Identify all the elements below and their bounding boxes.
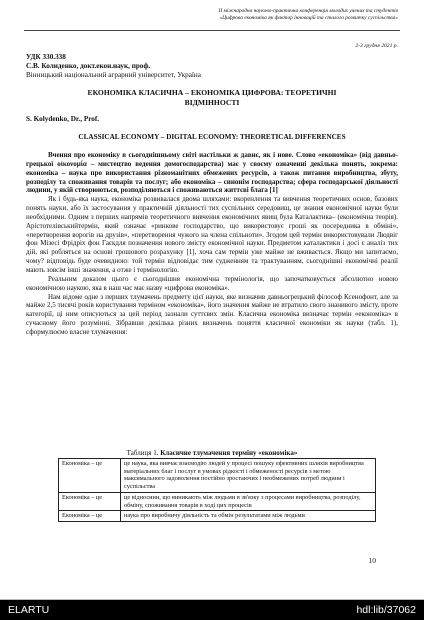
body-paragraph-2: Реальним доказом цього є сьогоднішня економічна термінологія, що започатковується абсолютно новою економічною наукою, яка в наш час має назву «цифрова економіка». — [26, 274, 398, 292]
table-cell-definition: це наука, яка вивчає взаємодію людей у процесі пошуку ефективних шляхів виробництва матеріальних благ і послуг в умовах рідкості і обмеженості ресурсів з метою максимального задоволення постійно зростаючих і необмежених потреб людини і суспільства — [121, 459, 376, 493]
header-line-2: «Цифрова економіка як фактор інновацій та сталого розвитку суспільства» — [219, 15, 398, 21]
table-row — [59, 459, 376, 493]
handle-identifier: hdl:lib/37062 — [356, 604, 416, 616]
title-ua — [26, 88, 398, 107]
table-cell-definition: це відносини, що виникають між людьми в зв'язку з процесами виробництва, розподілу, обміну, споживання товарів в ході цих процесів — [121, 492, 376, 510]
repository-footer-bar — [0, 600, 424, 620]
table-cell-definition: наука про виробничу діяльність та обмін результатами між людьми — [121, 511, 376, 522]
table-caption-prefix: Таблиця 1. — [126, 449, 159, 457]
author-ua: С.В. Колиденко, докт.екон.наук, проф. — [26, 62, 151, 70]
header-divider — [24, 30, 400, 31]
udc-code: УДК 330.338 — [26, 53, 66, 61]
affiliation: Вінницький національний аграрний університет, Україна — [26, 71, 201, 79]
title-ua-line-2: ВІДМІННОСТІ — [184, 97, 240, 107]
article-body — [26, 151, 398, 337]
table-row — [59, 492, 376, 510]
author-en: S. Kolydenko, Dr., Prof. — [26, 115, 100, 123]
table-cell-term: Економіка – це — [59, 511, 121, 522]
abstract-paragraph: Вчення про економіку в сьогоднішньому світі настільки ж давнє, як і нове. Слово «економіка» (від давньо-грецької οἰκονομία – мистецтво ведення домогосподарства) має у своєму означенні декілька понять, зокрема: економіка – наука про використання різноманітних обмежених ресурсів, а також питання виробництва, збуту, розподілу та споживання товарів та послуг; або економіка – синонім господарства; сфера господарської діяльності людини, у якій створюються, розподіляються і споживаються життєві блага [1] — [26, 151, 398, 195]
conference-date: 2-3 грудня 2021 р. — [355, 43, 398, 49]
header-line-1: ІІ міжнародна науково-практична конференція молодих учених та студентів — [218, 8, 398, 14]
table-cell-term: Економіка – це — [59, 459, 121, 493]
table-row — [59, 511, 376, 522]
title-en: CLASSICAL ECONOMY – DIGITAL ECONOMY: THEORETICAL DIFFERENCES — [78, 133, 346, 141]
page-number: 10 — [368, 556, 376, 565]
table-cell-term: Економіка – це — [59, 492, 121, 510]
table-caption-title: Класичне тлумачення терміну «економіка» — [160, 449, 298, 457]
table-caption — [26, 449, 398, 458]
repository-name: ELARTU — [8, 604, 50, 616]
title-ua-line-1: ЕКОНОМІКА КЛАСИЧНА – ЕКОНОМІКА ЦИФРОВА: ТЕОРЕТИЧНІ — [87, 88, 337, 97]
body-paragraph-3: Нам відоме одне з перших тлумачень предмету цієї науки, яке визначив давньогрецький філософ Ксенофонт, але за майже 2,5 тисячі років користування терміном «економіка», його значення майже не втратило свого знанивого змісту, проте категорії, ці ним описуються за цей період зазнали суттєвих змін. Класична економіка визначає термін «економіка» в сучасному його розумінні. Зібравши декілька різних визначень поняття класичної економіки як науки (табл. 1), сформулюємо власне тлумачення: — [26, 292, 398, 336]
definitions-table — [58, 458, 376, 522]
conference-header — [158, 8, 398, 22]
body-paragraph-1: Як і будь-яка наука, економіка розвивалася двома шляхами: вкоренлення та вивчення теоретичних основ, базових понять науки, або їх застосування у практичній діяльності тих суспільних середовищ, це знання економічної науки були необхідними. Одним з перших напрямів теоретичного вивчення економічних явищ була Каталактика– (економічна теорія). Арістотелівськийтермін, який означає «ринкове господарство, що використовує гроші як посередника в обміні», «перетворення ворогів на друзів», «перетворення чужого на члена спільноти». Згодом цей термін використовували Людвіг фон Мізесі Фрідріх фон Гаєкдля позначення нового змісту економічної науки. Предметом каталактики і досі є аналіз тих дій, які робляться на основі грошового розрахунку [1], хоча сам термін уже майже не вживається. Якщо ми запитаємо, чому? відповідь буде очевидною: той термін відповідає тим судженням та трактуванням, сьогоднішні економічні реалії мають зовсім інші значення, а отже і термінологію. — [26, 195, 398, 274]
